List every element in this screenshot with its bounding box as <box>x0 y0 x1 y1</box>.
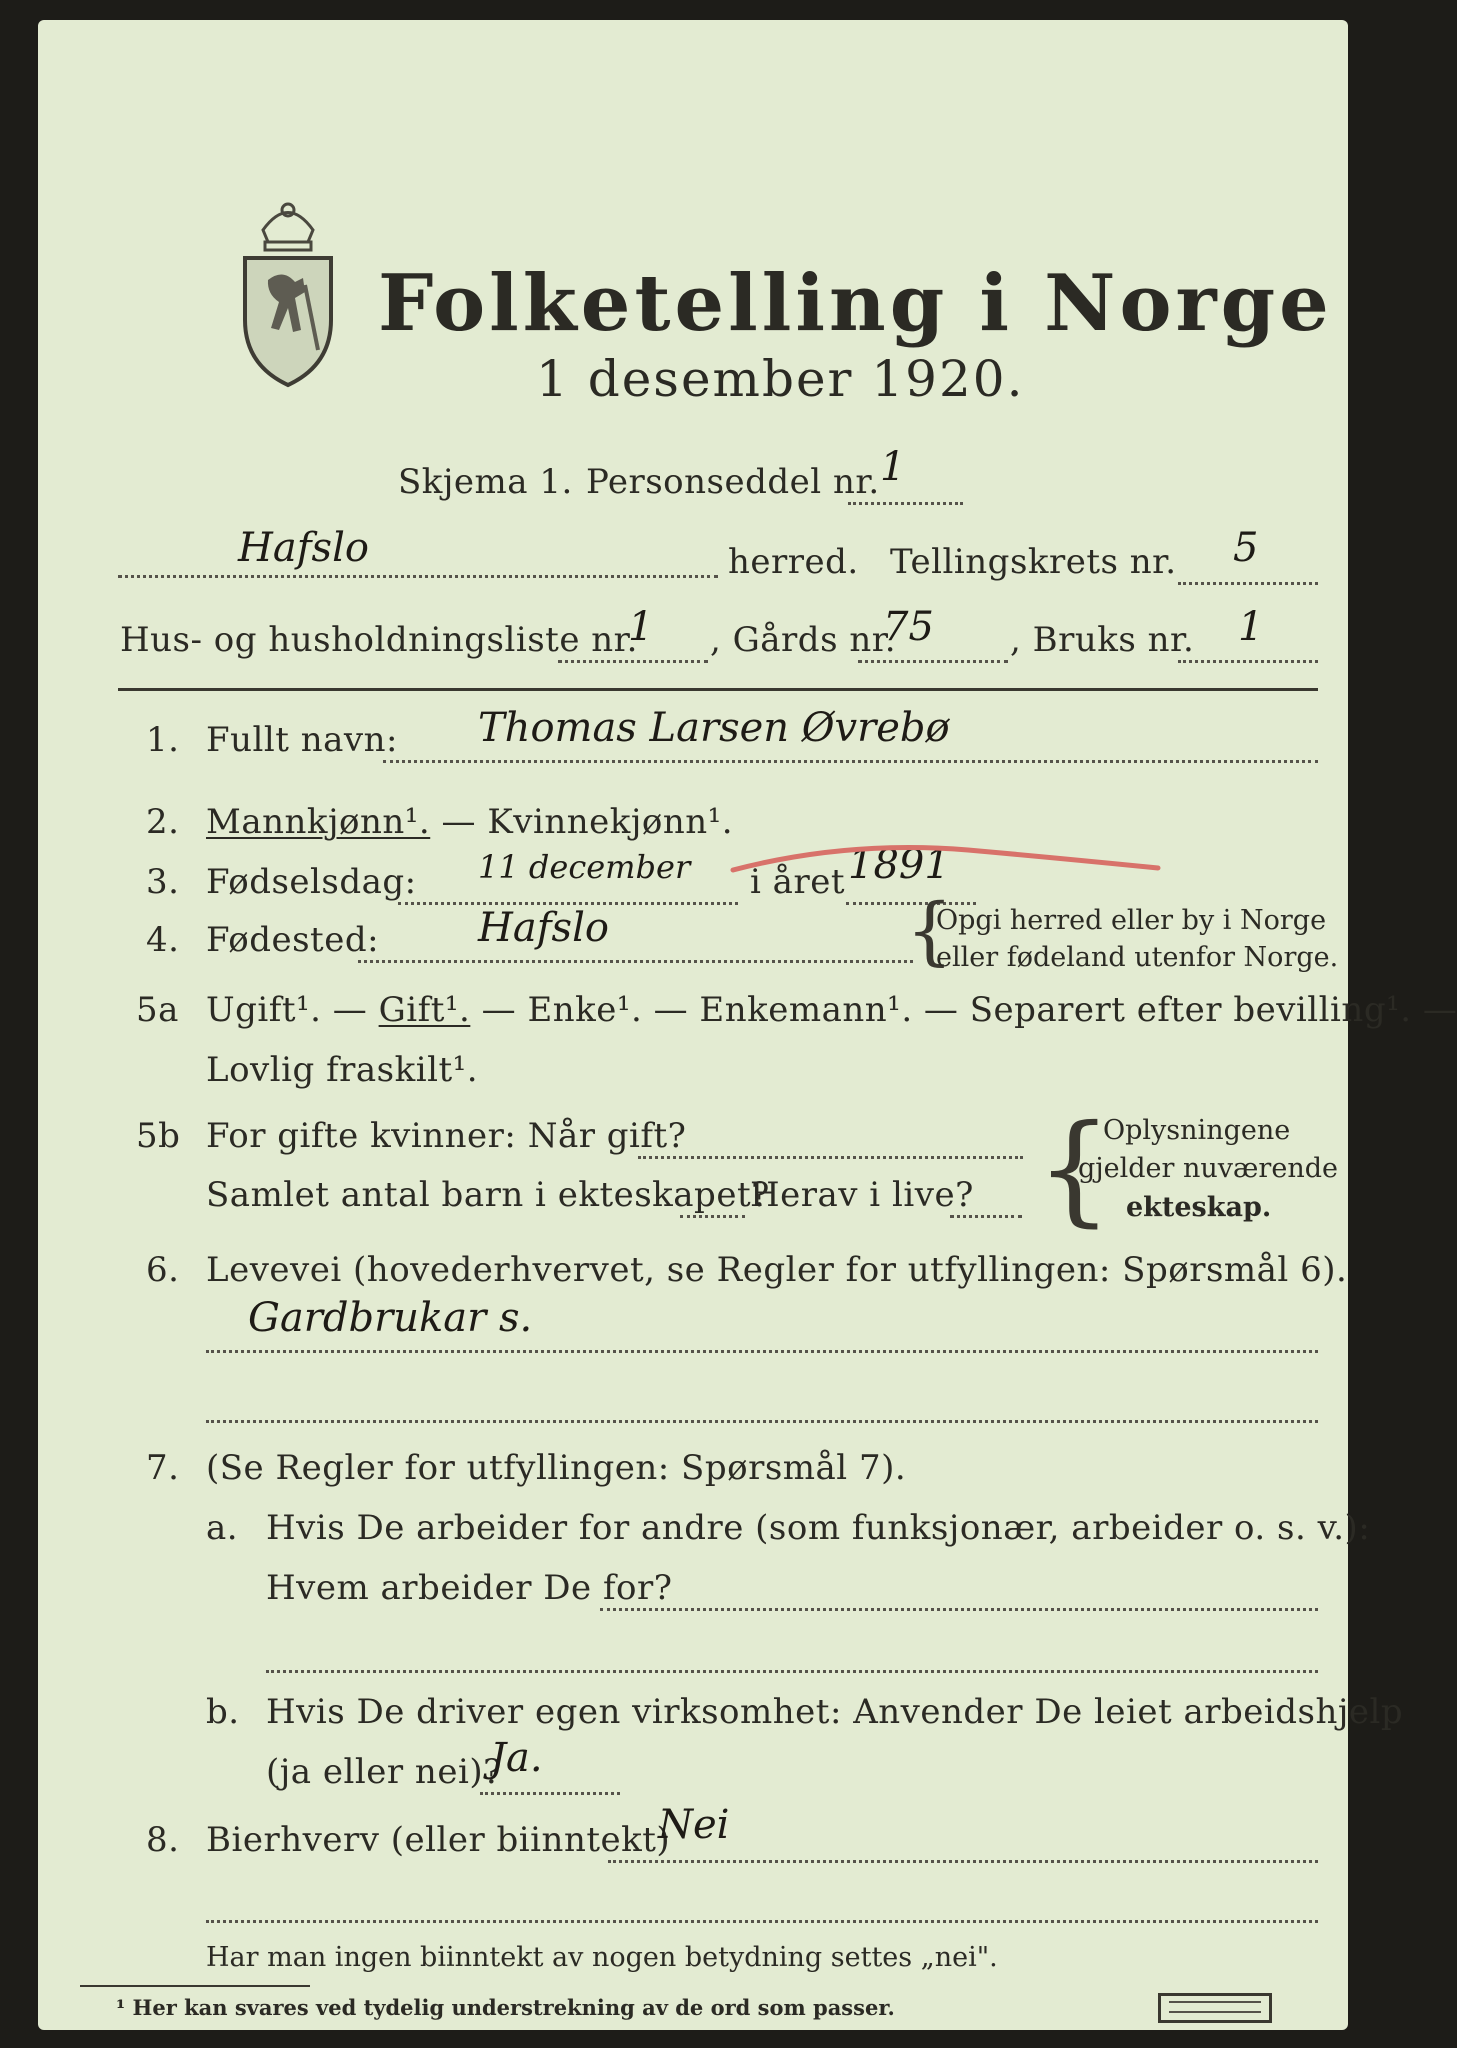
q5a-number: 5a <box>136 990 179 1030</box>
personseddel-value[interactable]: 1 <box>880 444 906 490</box>
hus-value[interactable]: 1 <box>628 604 654 650</box>
bruks-label: , Bruks nr. <box>1010 620 1195 660</box>
herred-value[interactable]: Hafslo <box>238 525 369 571</box>
q3-year-value[interactable]: 1891 <box>848 842 950 888</box>
q8-number: 8. <box>146 1820 180 1860</box>
census-date: 1 desember 1920. <box>536 350 1025 408</box>
skjema-label: Skjema 1. <box>398 462 573 502</box>
tellingskrets-label: Tellingskrets nr. <box>890 542 1177 582</box>
q2-male[interactable]: Mannkjønn¹. <box>206 802 431 842</box>
herred-label: herred. <box>728 542 859 582</box>
q3-label: Fødselsdag: <box>206 862 417 902</box>
census-form: Folketelling i Norge 1 desember 1920. Skjema 1. Personseddel nr. 1 Hafslo herred. Tellingskrets nr. 5 Hus- og husholdningsliste nr. 1 , Gårds nr. 75 , Bruks nr. 1 1. Fullt navn: Thomas Larsen Øvrebø 2. Mannkjønn¹. — Kvinnekjønn¹. 3. Fødselsdag: 11 december i året 1891 4. Fødested: Hafslo { Opgi herred eller by i Norge eller fødeland utenfor Norge. 5a Ugift¹. — Gift¹. — Enke¹. — Enkemann¹. — Separert efter bevilling¹. — Lovlig fraskilt¹. 5b For gifte kvinner: Når gift? Samlet antal barn i ekteskapet? Herav i live? { Oplysningene gjelder nuværende ekteskap. 6. Levevei (hovederhvervet, se Regler for utfyllingen: Spørsmål 6). Gardbrukar s. 7. (Se Regler for utfyllingen: Spørsmål 7). a. Hvis De arbeider for andre (som funksjonær, arbeider o. s. v.): Hvem arbeider De for? b. Hvis De driver egen virksomhet: Anvender De leiet arbeidshjelp (ja eller nei)? Ja. 8. Bierhverv (eller biinntekt) Nei Har man ingen biinntekt av nogen betydning settes „nei". ¹ Her kan svares ved tydelig understrekning av de ord som passer. <box>38 20 1348 2030</box>
q8-value[interactable]: Nei <box>658 1802 730 1848</box>
q4-number: 4. <box>146 920 180 960</box>
q4-note-line2: eller fødeland utenfor Norge. <box>936 942 1339 973</box>
q5b-note3: ekteskap. <box>1126 1192 1272 1223</box>
form-title: Folketelling i Norge <box>378 258 1333 349</box>
q5b-line1: For gifte kvinner: Når gift? <box>206 1116 687 1156</box>
q2-number: 2. <box>146 802 180 842</box>
q5b-note1: Oplysningene <box>1103 1115 1291 1146</box>
q6-number: 6. <box>146 1250 180 1290</box>
q3-number: 3. <box>146 862 180 902</box>
bruks-value[interactable]: 1 <box>1238 604 1264 650</box>
q4-birthplace[interactable]: Hafslo <box>478 905 609 951</box>
q5b-number: 5b <box>136 1116 181 1156</box>
q2-female[interactable]: Kvinnekjønn¹. <box>487 802 734 842</box>
footnote-divider <box>80 1985 310 1987</box>
q7-number: 7. <box>146 1448 180 1488</box>
q7b-answer[interactable]: Ja. <box>490 1735 543 1781</box>
q3-day-value[interactable]: 11 december <box>478 848 691 886</box>
q4-label: Fødested: <box>206 920 380 960</box>
q7-label: (Se Regler for utfyllingen: Spørsmål 7). <box>206 1448 907 1488</box>
red-pencil-mark <box>728 830 1168 890</box>
q8-label: Bierhverv (eller biinntekt) <box>206 1820 671 1860</box>
footnote: ¹ Her kan svares ved tydelig understrekning av de ord som passer. <box>116 1995 895 2020</box>
q4-note-line1: Opgi herred eller by i Norge <box>936 905 1327 936</box>
q1-full-name[interactable]: Thomas Larsen Øvrebø <box>478 705 950 751</box>
gards-value[interactable]: 75 <box>883 604 934 650</box>
q5a-ugift[interactable]: Ugift¹. <box>206 990 322 1030</box>
q6-label: Levevei (hovederhvervet, se Regler for utfyllingen: Spørsmål 6). <box>206 1250 1348 1290</box>
q5a-rest: — Enke¹. — Enkemann¹. — Separert efter bevilling¹. — <box>470 990 1457 1030</box>
q2-gender: Mannkjønn¹. — Kvinnekjønn¹. <box>206 802 734 842</box>
personseddel-label: Personseddel nr. <box>586 462 880 502</box>
gards-label: , Gårds nr. <box>710 620 897 660</box>
q7b-line1: Hvis De driver egen virksomhet: Anvender De leiet arbeidshjelp <box>266 1692 1404 1732</box>
q7b-line2: (ja eller nei)? <box>266 1752 502 1792</box>
q1-label: Fullt navn: <box>206 720 398 760</box>
header-divider <box>118 688 1318 691</box>
q6-occupation[interactable]: Gardbrukar s. <box>248 1295 533 1341</box>
q1-number: 1. <box>146 720 180 760</box>
q3-year-label: i året <box>750 862 845 902</box>
q5a-gift[interactable]: Gift¹. <box>378 990 471 1030</box>
q7b-number: b. <box>206 1692 240 1732</box>
q5a-options: Ugift¹. — Gift¹. — Enke¹. — Enkemann¹. — Separert efter bevilling¹. — <box>206 990 1457 1030</box>
q7a-number: a. <box>206 1508 239 1548</box>
q5b-line2a: Samlet antal barn i ekteskapet? <box>206 1175 770 1215</box>
q5b-note2: gjelder nuværende <box>1078 1153 1338 1184</box>
tellingskrets-value[interactable]: 5 <box>1233 525 1259 571</box>
printer-mark <box>1158 1993 1272 2023</box>
q5a-fraskilt[interactable]: Lovlig fraskilt¹. <box>206 1050 479 1090</box>
q7a-line1: Hvis De arbeider for andre (som funksjonær, arbeider o. s. v.): <box>266 1508 1371 1548</box>
q7a-line2: Hvem arbeider De for? <box>266 1568 673 1608</box>
q5b-line2b: Herav i live? <box>750 1175 974 1215</box>
coat-of-arms-icon <box>233 190 343 390</box>
hus-label: Hus- og husholdningsliste nr. <box>120 620 638 660</box>
footer-note: Har man ingen biinntekt av nogen betydning settes „nei". <box>206 1942 998 1973</box>
